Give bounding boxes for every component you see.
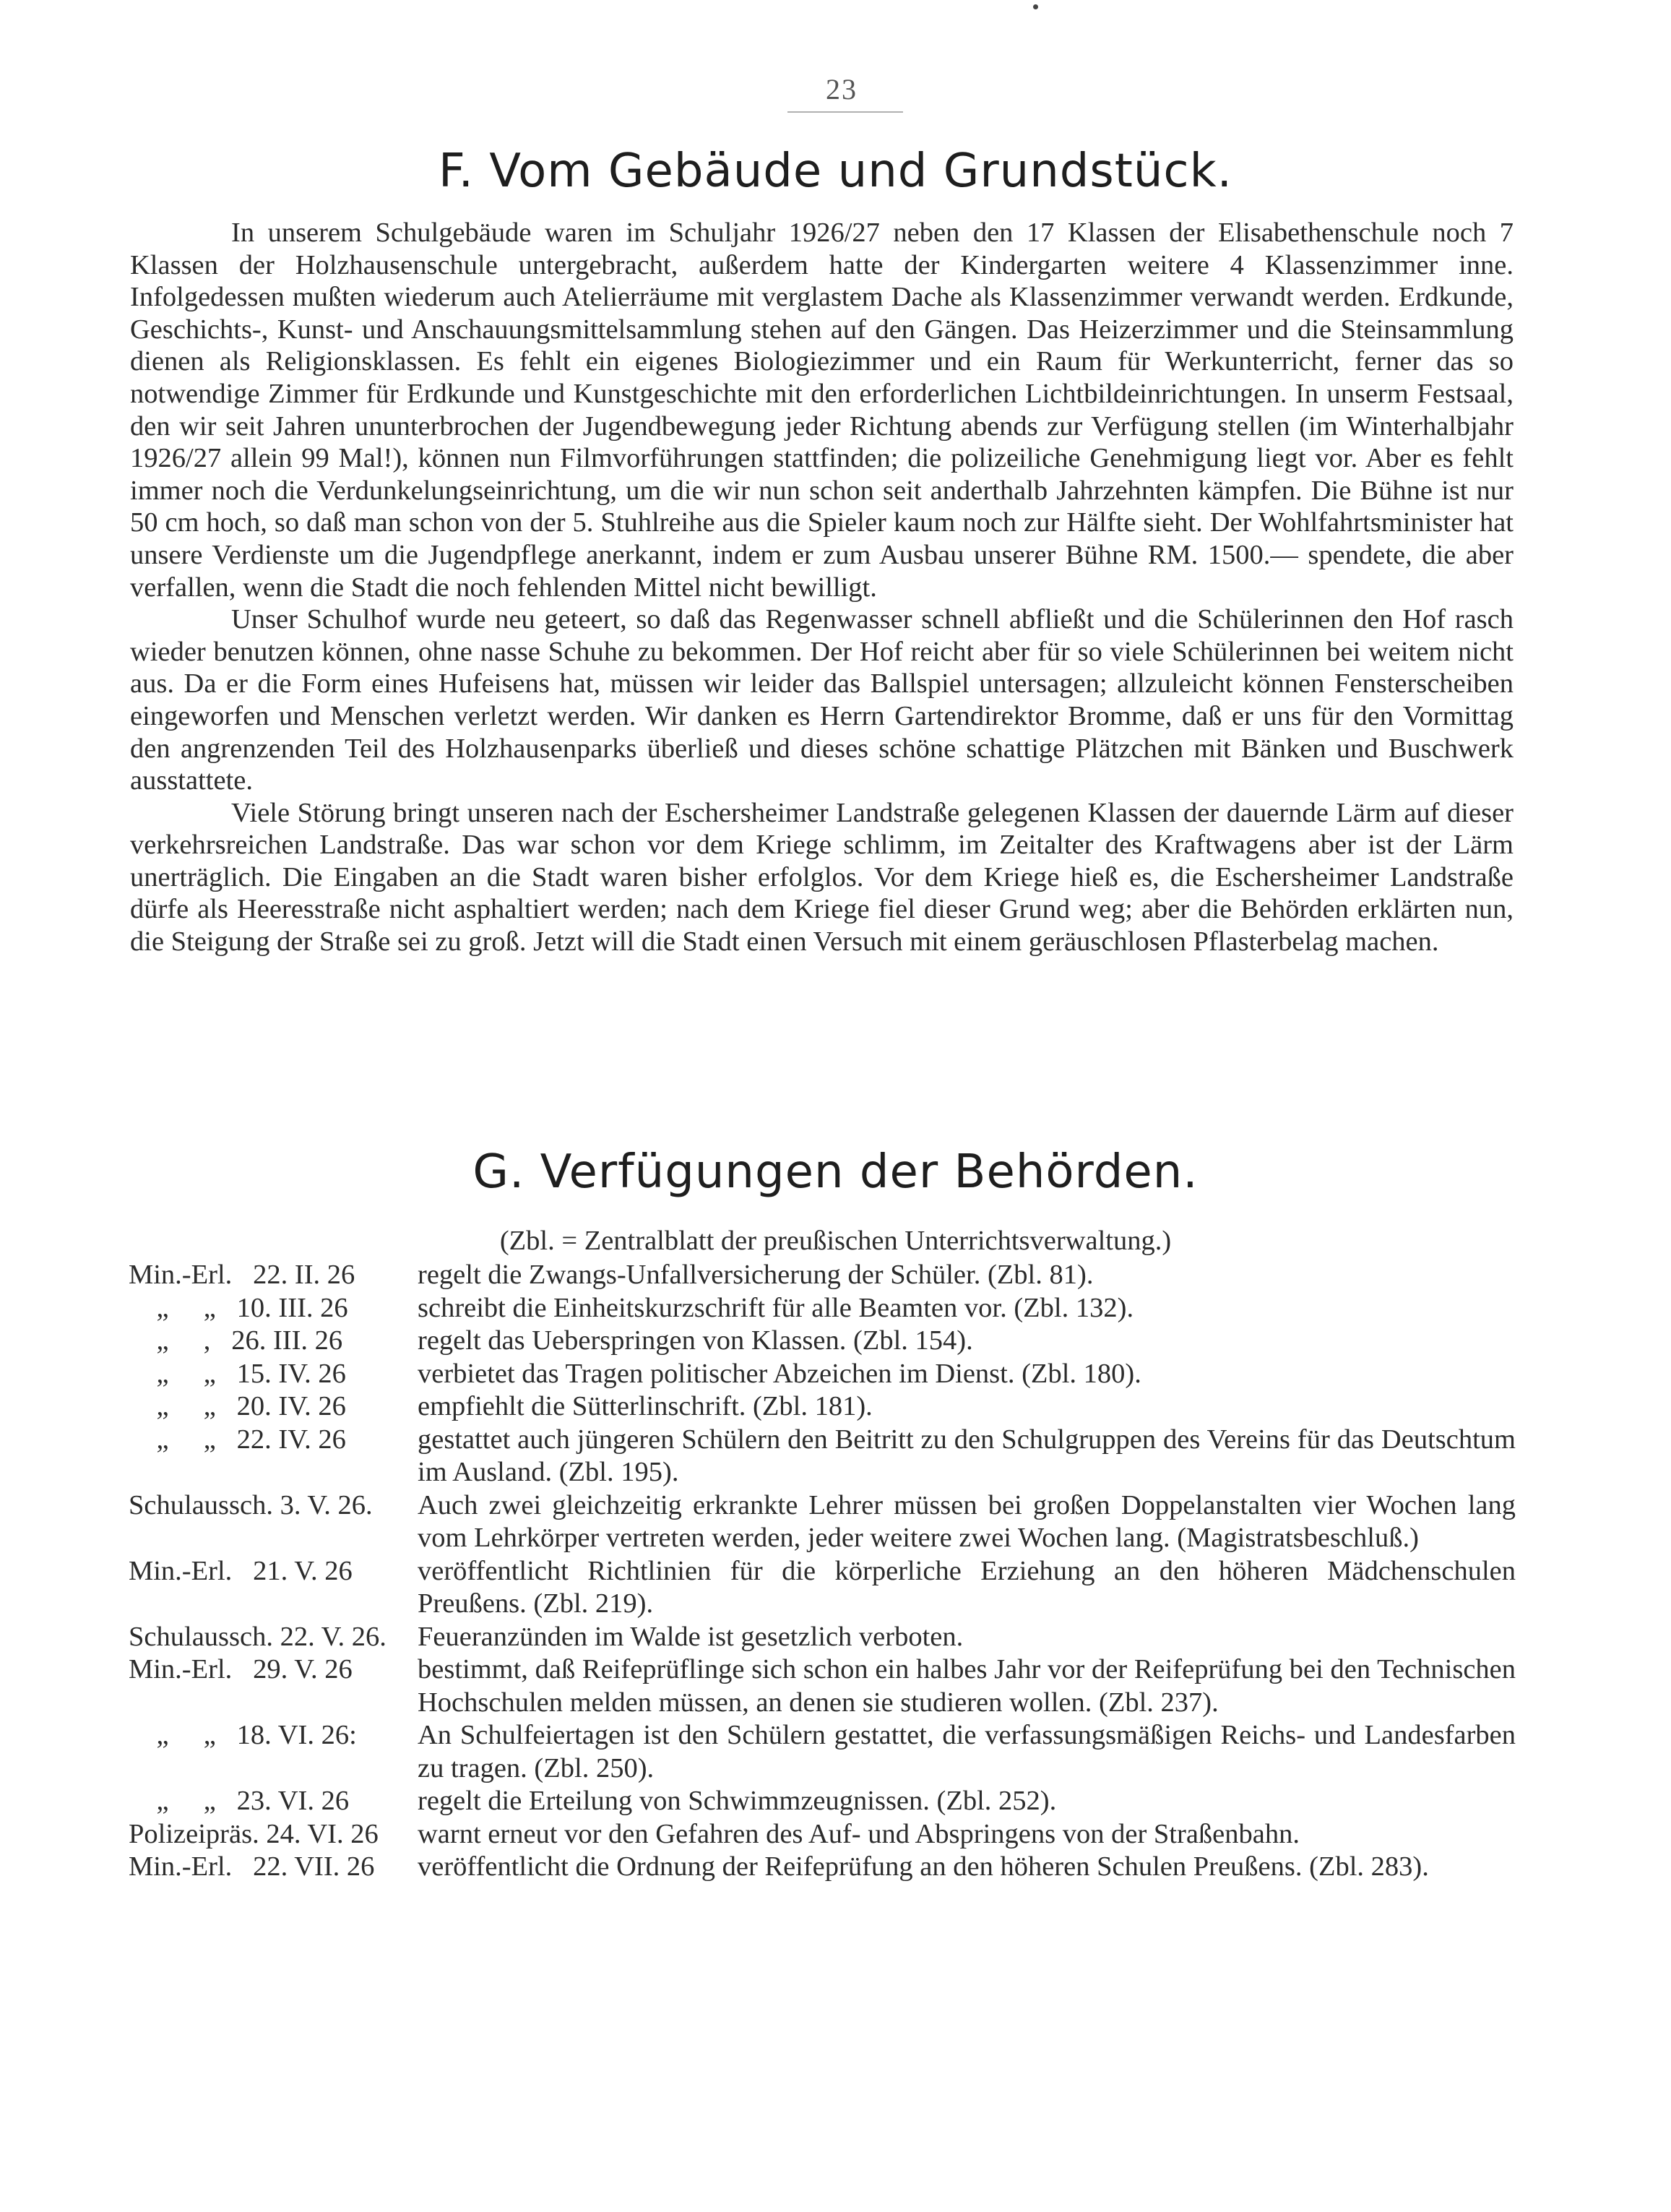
decree-text: regelt die Zwangs-Unfallversicherung der Schüler. (Zbl. 81). [418, 1260, 1094, 1290]
section-g-heading: G. Verfügungen der Behörden. [472, 1145, 1199, 1199]
section-g-note: (Zbl. = Zentralblatt der preußischen Unterrichtsverwaltung.) [499, 1226, 1172, 1256]
decree-text: Auch zwei gleichzeitig erkrankte Lehrer müssen bei großen Doppelanstalten vier Wochen lang vom Lehrkörper vertreten werden, jeder weitere zwei Wochen lang. (Magistratsbeschluß.) [418, 1489, 1516, 1553]
decree-entry [129, 1851, 1516, 1884]
decree-text: veröffentlicht Richtlinien für die körperliche Erziehung an den höheren Mädchenschulen Preußens. (Zbl. 219). [418, 1555, 1516, 1619]
decree-reference: Schulaussch. 22. V. 26. [129, 1621, 387, 1652]
print-speck [1033, 4, 1038, 9]
decree-reference: Min.-Erl. 22. VII. 26 [129, 1851, 375, 1882]
decree-entry [129, 1719, 1516, 1785]
decree-reference: Min.-Erl. 21. V. 26 [129, 1555, 353, 1586]
decree-entry [129, 1358, 1516, 1391]
decree-entry [129, 1621, 1516, 1654]
decree-text: warnt erneut vor den Gefahren des Auf- und Abspringens von der Straßenbahn. [418, 1818, 1300, 1849]
decree-reference: „ „ 22. IV. 26 [129, 1424, 346, 1455]
page-number: 23 [826, 73, 858, 106]
decree-entry [129, 1390, 1516, 1424]
decree-text: veröffentlicht die Ordnung der Reifeprüfung an den höheren Schulen Preußens. (Zbl. 283). [418, 1851, 1429, 1882]
decree-reference: Polizeipräs. 24. VI. 26 [129, 1818, 379, 1849]
decree-text: gestattet auch jüngeren Schülern den Beitritt zu den Schulgruppen des Vereins für das Deutschtum im Ausland. (Zbl. 195). [418, 1424, 1516, 1487]
decree-entry [129, 1325, 1516, 1358]
decree-entry [129, 1785, 1516, 1818]
decree-entry [129, 1259, 1516, 1292]
decree-reference: „ „ 23. VI. 26 [129, 1786, 350, 1816]
decree-reference: „ „ 10. III. 26 [129, 1292, 348, 1323]
decree-entry [129, 1555, 1516, 1621]
page-number-rule [787, 111, 903, 113]
section-f-paragraph-3: Viele Störung bringt unseren nach der Eschersheimer Landstraße gelegenen Klassen der dauernde Lärm auf dieser verkehrsreichen Landstraße. Das war schon vor dem Kriege schlimm, im Zeitalter des Kraftwagens aber ist der Lärm unerträglich. Die Eingaben an die Stadt waren bisher erfolglos. Vor dem Kriege hieß es, die Eschersheimer Landstraße dürfe als Heeresstraße nicht asphaltiert werden; nach dem Kriege fiel dieser Grund weg; aber die Behörden erklärten nun, die Steigung der Straße sei zu groß. Jetzt will die Stadt einen Versuch mit einem geräuschlosen Pflasterbelag machen. [130, 797, 1514, 957]
decree-entry [129, 1424, 1516, 1489]
decree-text: schreibt die Einheitskurzschrift für alle Beamten vor. (Zbl. 132). [418, 1292, 1134, 1323]
decree-text: Feueranzünden im Walde ist gesetzlich verboten. [418, 1621, 964, 1652]
decree-reference: „ „ 15. IV. 26 [129, 1358, 346, 1389]
decree-reference: „ „ 18. VI. 26: [129, 1720, 357, 1750]
decree-entry [129, 1818, 1516, 1851]
decree-text: regelt das Ueberspringen von Klassen. (Zbl. 154). [418, 1325, 973, 1356]
section-f-paragraph-2: Unser Schulhof wurde neu geteert, so daß das Regenwasser schnell abfließt und die Schülerinnen den Hof rasch wieder benutzen können, ohne nasse Schuhe zu bekommen. Der Hof reicht aber für so viele Schülerinnen bei weitem nicht aus. Da er die Form eines Hufeisens hat, müssen wir leider das Ballspiel untersagen; allzuleicht können Fensterscheiben eingeworfen und Menschen verletzt werden. Wir danken es Herrn Gartendirektor Bromme, daß er uns für den Vormittag den angrenzenden Teil des Holzhausenparks überließ und dieses schöne schattige Plätzchen mit Bänken und Buschwerk ausstattete. [130, 604, 1514, 796]
section-f-body [130, 217, 1514, 958]
section-f-paragraph-1: In unserem Schulgebäude waren im Schuljahr 1926/27 neben den 17 Klassen der Elisabethenschule noch 7 Klassen der Holzhausenschule untergebracht, außerdem hatte der Kindergarten weitere 4 Klassenzimmer inne. Infolgedessen mußten wiederum auch Atelierräume mit verglastem Dache als Klassenzimmer verwandt werden. Erdkunde, Geschichts-, Kunst- und Anschauungsmittelsammlung stehen auf den Gängen. Das Heizerzimmer und die Steinsammlung dienen als Religionsklassen. Es fehlt ein eigenes Biologiezimmer und ein Raum für Werkunterricht, ferner das so notwendige Zimmer für Erdkunde und Kunstgeschichte mit den erforderlichen Lichtbildeinrichtungen. In unserm Festsaal, den wir seit Jahren ununterbrochen der Jugendbewegung jeder Richtung abends zur Verfügung stellen (im Winterhalbjahr 1926/27 allein 99 Mal!), können nun Filmvorführungen stattfinden; die polizeiliche Genehmigung liegt vor. Aber es fehlt immer noch die Verdunkelungseinrichtung, um die wir nun schon seit anderthalb Jahrzehnten kämpfen. Die Bühne ist nur 50 cm hoch, so daß man schon von der 5. Stuhlreihe aus die Spieler kaum noch zur Hälfte sieht. Der Wohlfahrtsminister hat unsere Verdienste um die Jugendpflege anerkannt, indem er zum Ausbau unserer Bühne RM. 1500.— spendete, die aber verfallen, wenn die Stadt die noch fehlenden Mittel nicht bewilligt. [130, 218, 1514, 603]
decree-entry [129, 1653, 1516, 1719]
decree-reference: „ , 26. III. 26 [129, 1325, 343, 1356]
decree-list [129, 1259, 1516, 1884]
decree-reference: Min.-Erl. 29. V. 26 [129, 1654, 353, 1684]
section-f-heading: F. Vom Gebäude und Grundstück. [439, 145, 1232, 198]
decree-reference: Schulaussch. 3. V. 26. [129, 1489, 373, 1520]
decree-reference: „ „ 20. IV. 26 [129, 1391, 346, 1421]
decree-text: An Schulfeiertagen ist den Schülern gestattet, die verfassungsmäßigen Reichs- und Landesfarben zu tragen. (Zbl. 250). [418, 1720, 1516, 1783]
decree-entry [129, 1489, 1516, 1555]
decree-reference: Min.-Erl. 22. II. 26 [129, 1260, 355, 1290]
decree-text: empfiehlt die Sütterlinschrift. (Zbl. 181). [418, 1391, 873, 1421]
decree-text: regelt die Erteilung von Schwimmzeugnissen. (Zbl. 252). [418, 1786, 1057, 1816]
decree-entry [129, 1292, 1516, 1325]
decree-text: verbietet das Tragen politischer Abzeichen im Dienst. (Zbl. 180). [418, 1358, 1141, 1389]
decree-text: bestimmt, daß Reifeprüflinge sich schon ein halbes Jahr vor der Reifeprüfung bei den Technischen Hochschulen melden müssen, an denen sie studieren wollen. (Zbl. 237). [418, 1654, 1516, 1718]
